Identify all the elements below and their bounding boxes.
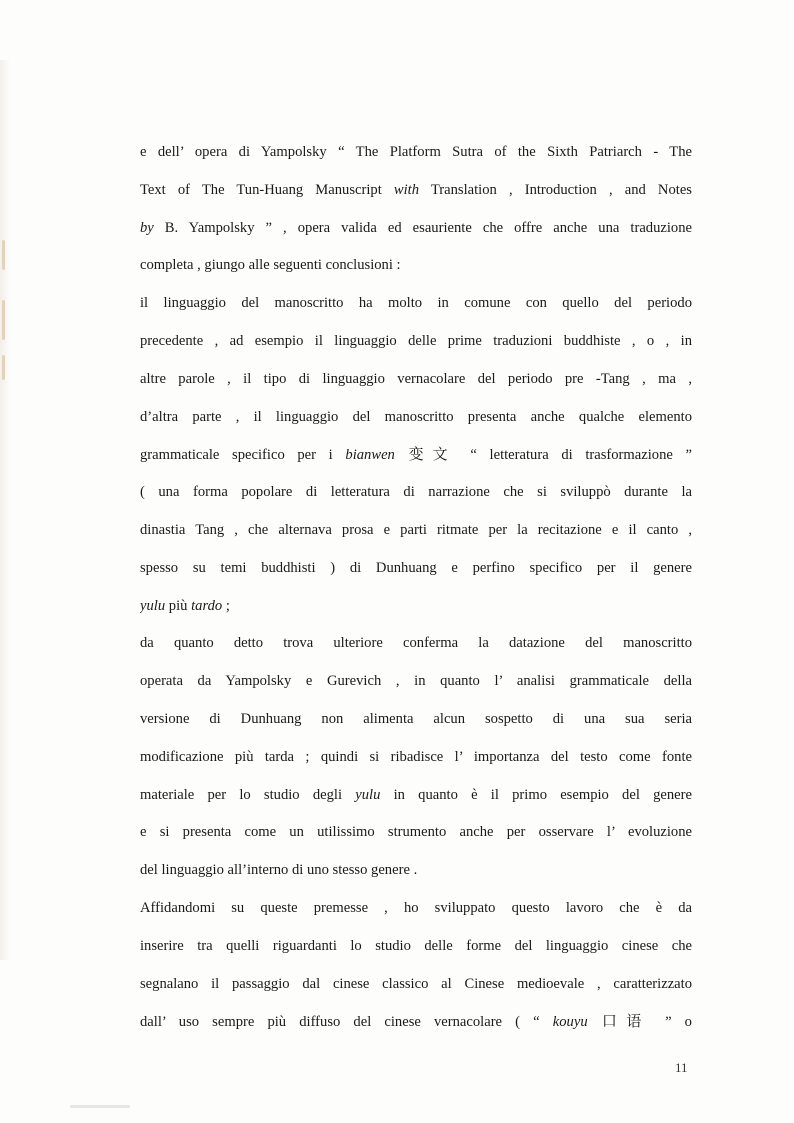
- text-line: [140, 972, 692, 1010]
- text-segment: d’altra parte , il linguaggio del manoscritto presenta anche qualche elemento: [140, 408, 692, 425]
- text-line: [140, 442, 692, 480]
- text-line: [140, 216, 692, 254]
- text-segment: Affidandomi su queste premesse , ho sviluppato questo lavoro che è da: [140, 899, 692, 916]
- text-segment: in quanto è il primo esempio del genere: [380, 786, 692, 803]
- text-line: [140, 329, 692, 367]
- scan-smudge: [70, 1105, 130, 1108]
- scan-shadow-edge: [0, 60, 10, 960]
- scan-mark: [2, 355, 5, 380]
- text-segment: Translation , Introduction , and Notes: [419, 181, 692, 198]
- text-line: [140, 1009, 692, 1047]
- text-segment: spesso su temi buddhisti ) di Dunhuang e perfino specifico per il genere: [140, 559, 692, 576]
- italic-term: by: [140, 219, 154, 236]
- text-line: [140, 669, 692, 707]
- text-segment: completa , giungo alle seguenti conclusioni :: [140, 257, 401, 274]
- text-segment: “ letteratura di trasformazione ”: [470, 447, 692, 464]
- chinese-term: 变文: [394, 445, 471, 464]
- italic-term: tardo: [191, 597, 223, 614]
- text-line: [140, 556, 692, 594]
- text-segment: precedente , ad esempio il linguaggio delle prime traduzioni buddhiste , o , in: [140, 332, 692, 349]
- text-segment: ( una forma popolare di letteratura di narrazione che si sviluppò durante la: [140, 484, 692, 501]
- text-line: [140, 480, 692, 518]
- body-text: [140, 140, 692, 1047]
- text-line: [140, 367, 692, 405]
- scan-mark: [2, 240, 5, 270]
- text-line: [140, 783, 692, 821]
- text-segment: e si presenta come un utilissimo strumento anche per osservare l’ evoluzione: [140, 824, 692, 841]
- text-line: [140, 745, 692, 783]
- text-line: [140, 820, 692, 858]
- text-segment: ;: [222, 597, 230, 614]
- italic-term: yulu: [355, 786, 381, 803]
- text-segment: il linguaggio del manoscritto ha molto in comune con quello del periodo: [140, 295, 692, 312]
- italic-term: bianwen: [345, 447, 395, 464]
- italic-term: with: [393, 181, 420, 198]
- chinese-term: 口语: [587, 1012, 666, 1031]
- text-line: [140, 253, 692, 291]
- text-line: [140, 594, 692, 632]
- text-line: [140, 631, 692, 669]
- text-segment: inserire tra quelli riguardanti lo studio delle forme del linguaggio cinese che: [140, 937, 692, 954]
- text-line: [140, 178, 692, 216]
- italic-term: kouyu: [552, 1014, 588, 1031]
- scan-mark: [2, 300, 5, 340]
- text-segment: dinastia Tang , che alternava prosa e parti ritmate per la recitazione e il canto ,: [140, 521, 692, 538]
- text-segment: altre parole , il tipo di linguaggio vernacolare del periodo pre -Tang , ma ,: [140, 370, 692, 387]
- text-segment: del linguaggio all’interno di uno stesso genere .: [140, 862, 418, 879]
- text-segment: da quanto detto trova ulteriore conferma la datazione del manoscritto: [140, 635, 692, 652]
- text-line: [140, 405, 692, 443]
- text-segment: più: [165, 597, 192, 614]
- text-line: [140, 707, 692, 745]
- text-segment: B. Yampolsky ” , opera valida ed esauriente che offre anche una traduzione: [153, 219, 692, 236]
- page-number: 11: [675, 1060, 688, 1075]
- text-segment: Text of The Tun-Huang Manuscript: [140, 181, 394, 198]
- text-segment: e dell’ opera di Yampolsky “ The Platform Sutra of the Sixth Patriarch - The: [140, 144, 692, 160]
- text-segment: modificazione più tarda ; quindi si ribadisce l’ importanza del testo come fonte: [140, 748, 692, 765]
- text-line: [140, 291, 692, 329]
- text-segment: versione di Dunhuang non alimenta alcun sospetto di una sua seria: [140, 710, 692, 727]
- italic-term: yulu: [140, 597, 166, 614]
- text-line: [140, 896, 692, 934]
- text-line: [140, 518, 692, 556]
- text-segment: ” o: [665, 1014, 692, 1031]
- text-line: [140, 858, 692, 896]
- text-segment: dall’ uso sempre più diffuso del cinese vernacolare ( “: [140, 1014, 553, 1031]
- text-segment: grammaticale specifico per i: [140, 447, 346, 464]
- text-line: [140, 934, 692, 972]
- text-segment: materiale per lo studio degli: [140, 786, 356, 803]
- text-line: [140, 140, 692, 178]
- text-segment: segnalano il passaggio dal cinese classico al Cinese medioevale , caratterizzato: [140, 975, 692, 992]
- text-segment: operata da Yampolsky e Gurevich , in quanto l’ analisi grammaticale della: [140, 673, 692, 690]
